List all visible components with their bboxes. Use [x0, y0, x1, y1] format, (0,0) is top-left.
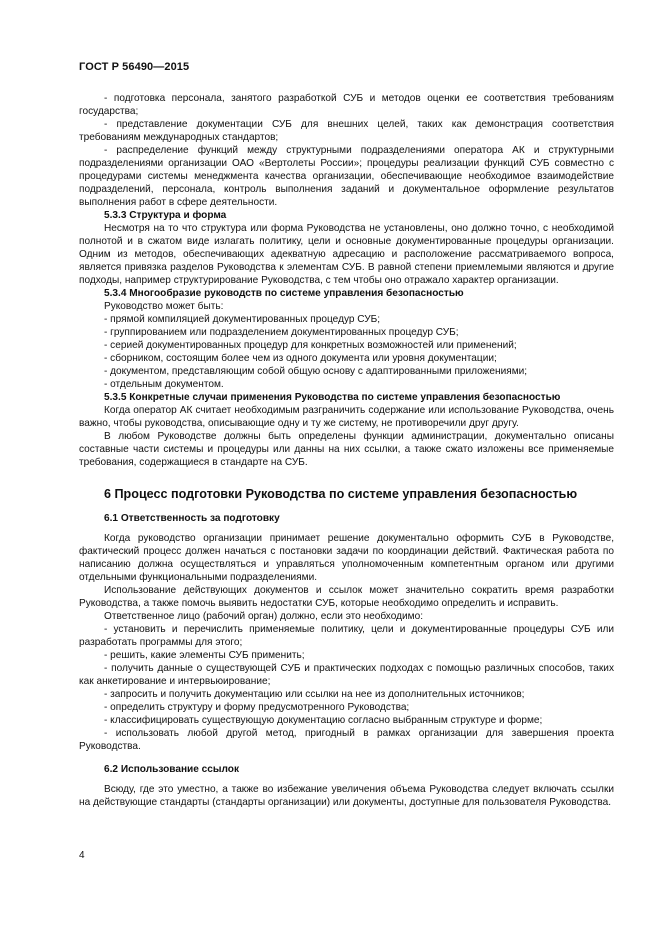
section-title-6: 6 Процесс подготовки Руководства по системе управления безопасностью [104, 487, 578, 501]
paragraph: Несмотря на то что структура или форма Руководства не установлены, оно должно точно, с необходимой полнотой и в сжатом виде излагать политику, цели и основные документированные процедуры организации. Одним из методов, обеспечивающих адекватную адресацию и расположение рассматриваемого вопроса, является привязка разделов Руководства к элементам СУБ. В равной степени приемлемыми являются и другие подходы, например структурирование Руководства, с тем чтобы оно отражало характер организации. [79, 223, 614, 286]
list-item: - отдельным документом. [104, 379, 224, 390]
subsection-title-5-3-4: 5.3.4 Многообразие руководств по системе управления безопасностью [104, 288, 464, 299]
list-item: - распределение функций между структурными подразделениями оператора АК и структурными подразделениями организации ОАО «Вертолеты России»; процедуры реализации функций СУБ совместно с процедурами системы менеджмента качества организации, обеспечивающие необходимое взаимодействие подразделений, персонала, контроль выполнения заданий и документальное оформление результатов выполнения работ в сфере деятельности. [79, 145, 614, 208]
subsection-title-5-3-5: 5.3.5 Конкретные случаи применения Руководства по системе управления безопасностью [104, 392, 561, 403]
list-item: - документом, представляющим собой общую основу с адаптированными приложениями; [104, 366, 528, 377]
paragraph: Когда руководство организации принимает решение документально оформить СУБ в Руководстве, фактический процесс должен начаться с постановки задачи по координации действий. Фактическая работа по написанию должна осуществляться и управляться уполномоченным компетентным органом или другими отдельными функциональными подразделениями. [79, 533, 614, 583]
list-item: - запросить и получить документацию или ссылки на нее из дополнительных источников; [104, 689, 525, 700]
list-item: - решить, какие элементы СУБ применить; [104, 650, 305, 661]
paragraph: Использование действующих документов и ссылок может значительно сократить время разработки Руководства, а также помочь выявить недостатки СУБ, которые необходимо определить и исправить. [79, 585, 614, 609]
list-item: - группированием или подразделением документированных процедур СУБ; [104, 327, 459, 338]
list-item: - прямой компиляцией документированных процедур СУБ; [104, 314, 381, 325]
list-item: - установить и перечислить применяемые политику, цели и документированные процедуры СУБ или разработать программы для этого; [79, 624, 614, 648]
list-item: - определить структуру и форму предусмотренного Руководства; [104, 702, 410, 713]
subsection-title-6-1: 6.1 Ответственность за подготовку [104, 513, 280, 524]
list-item: - представление документации СУБ для внешних целей, таких как демонстрация соответствия требованиям международных стандартов; [79, 119, 614, 143]
document-body [79, 92, 614, 809]
subsection-title-5-3-3: 5.3.3 Структура и форма [104, 210, 227, 221]
document-header: ГОСТ Р 56490—2015 [79, 61, 190, 73]
paragraph: Руководство может быть: [104, 301, 224, 312]
list-item: - получить данные о существующей СУБ и практических подходах с помощью различных способов, таких как анкетирование и интервьюирование; [79, 663, 614, 687]
list-item: - серией документированных процедур для конкретных возможностей или применений; [104, 340, 517, 351]
paragraph: В любом Руководстве должны быть определены функции администрации, документально описаны составные части системы и процедуры или данны на них ссылки, а также сжато изложены все применяемые требования, содержащиеся в стандарте на СУБ. [79, 431, 614, 468]
paragraph: Когда оператор АК считает необходимым разграничить содержание или использование Руководства, очень важно, чтобы руководства, описывающие одну и ту же систему, не противоречили друг другу. [79, 405, 614, 429]
page-number: 4 [79, 850, 85, 861]
paragraph: Ответственное лицо (рабочий орган) должно, если это необходимо: [104, 611, 424, 622]
list-item: - сборником, состоящим более чем из одного документа или уровня документации; [104, 353, 497, 364]
paragraph: Всюду, где это уместно, а также во избежание увеличения объема Руководства следует включать ссылки на действующие стандарты (стандарты организации) или документы, доступные для пользователя Руководства. [79, 784, 614, 808]
subsection-title-6-2: 6.2 Использование ссылок [104, 764, 240, 775]
list-item: - подготовка персонала, занятого разработкой СУБ и методов оценки ее соответствия требованиям государства; [79, 93, 614, 117]
list-item: - использовать любой другой метод, пригодный в рамках организации для завершения проекта Руководства. [79, 728, 614, 752]
list-item: - классифицировать существующую документацию согласно выбранным структуре и форме; [104, 715, 543, 726]
